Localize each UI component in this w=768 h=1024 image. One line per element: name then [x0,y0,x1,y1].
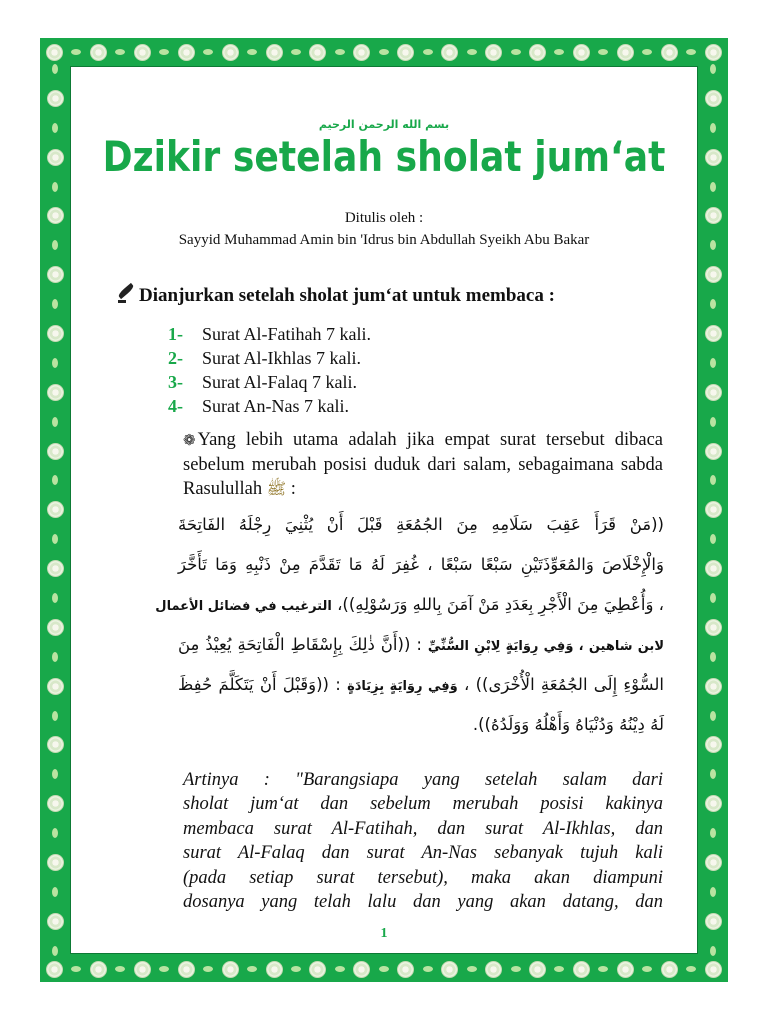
intro-text: Dianjurkan setelah sholat jum‘at untuk membaca : [139,285,555,306]
translation-paragraph [183,768,663,914]
arabic-line: لَهُ دِيْنُهُ وَدُنْيَاهُ وَأَهْلُهُ وَوَلَدُهُ)). [472,715,664,734]
translation-line: (pada setiap surat tersebut), maka akan diampuni [183,867,663,888]
list-number: 1- [168,324,183,344]
surah-list [168,322,371,418]
arabic-reference: لابن شاهين ، وَفِي رِوَايَةٍ لِابْنِ السُّنِّيِّ [427,639,664,654]
list-number: 2- [168,348,183,368]
arabic-text: : ((وَقَبْلَ أَنْ يَتَكَلَّمَ حُفِظَ [178,675,341,694]
arabic-reference: وَفِي رِوَايَةٍ بِزِيَادَةٍ [347,679,458,694]
saw-glyph-icon: ﷺ [266,479,287,498]
list-text: Surat Al-Fatihah 7 kali. [202,324,371,344]
list-text: Surat Al-Falaq 7 kali. [202,372,357,392]
quill-icon [115,286,137,306]
translation-line: dosanya yang telah lalu dan yang akan datang, dan [183,892,663,913]
author-label: Ditulis oleh : [344,210,424,226]
arabic-text: السُّوْءِ إِلَى الجُمُعَةِ الْأُخْرَى)) ، [464,675,665,694]
arabic-hadith [155,505,665,745]
arabic-text: ، وَأُعْطِيَ مِنَ الْأَجْرِ بِعَدَدِ مَنْ آمَنَ بِاللهِ وَرَسُوْلِهِ))، [337,595,664,614]
paragraph-tail: : [286,479,296,499]
arabic-text: : ((أَنَّ ذٰلِكَ بِإِسْقَاطِ الْفَاتِحَةِ يُعِيْذُ مِنَ [178,635,422,654]
explanation-paragraph [183,428,663,501]
translation-line: Artinya : "Barangsiapa yang setelah salam dari [183,770,663,790]
intro-line [115,285,555,307]
arabic-line: ((مَنْ قَرَأَ عَقِبَ سَلَامِهِ مِنَ الجُمُعَةِ قَبْلَ أَنْ يُثْنِيَ رِجْلَهُ الفَاتِحَةَ [178,515,664,534]
list-text: Surat Al-Ikhlas 7 kali. [202,348,361,368]
arabic-line [178,625,664,665]
paragraph-text: Yang lebih utama adalah jika empat surat tersebut dibaca sebelum merubah posisi duduk dari salam, sebagaimana sabda Rasulullah [183,430,663,499]
arabic-line: وَالْإِخْلَاصَ وَالمُعَوِّذَتَيْنِ سَبْعًا سَبْعًا ، غُفِرَ لَهُ مَا تَقَدَّمَ مِنْ ذَنْبِهِ وَمَا تَأَخَّرَ [178,555,664,574]
page-number: 1 [380,926,388,941]
list-item [168,322,371,346]
translation-line: membaca surat Al-Fatihah, dan surat Al-Ikhlas, dan [183,818,663,839]
flower-bullet-icon: ❁ [183,433,196,449]
list-item [168,370,371,394]
list-text: Surat An-Nas 7 kali. [202,396,349,416]
page-title: Dzikir setelah sholat jum‘at [102,132,666,181]
author-name: Sayyid Muhammad Amin bin 'Idrus bin Abdullah Syeikh Abu Bakar [178,232,590,248]
translation-line: surat Al-Falaq dan surat An-Nas sebanyak tujuh kali [183,843,663,864]
list-number: 3- [168,372,183,392]
arabic-line [155,585,664,625]
translation-line: sholat jum‘at dan sebelum merubah posisi kakinya [183,794,663,815]
arabic-line [178,665,664,705]
arabic-reference: الترغيب في فضائل الأعمال [155,599,332,614]
list-number: 4- [168,396,183,416]
bismillah-heading: بسم الله الرحمن الرحيم [318,118,450,131]
list-item [168,394,371,418]
list-item [168,346,371,370]
